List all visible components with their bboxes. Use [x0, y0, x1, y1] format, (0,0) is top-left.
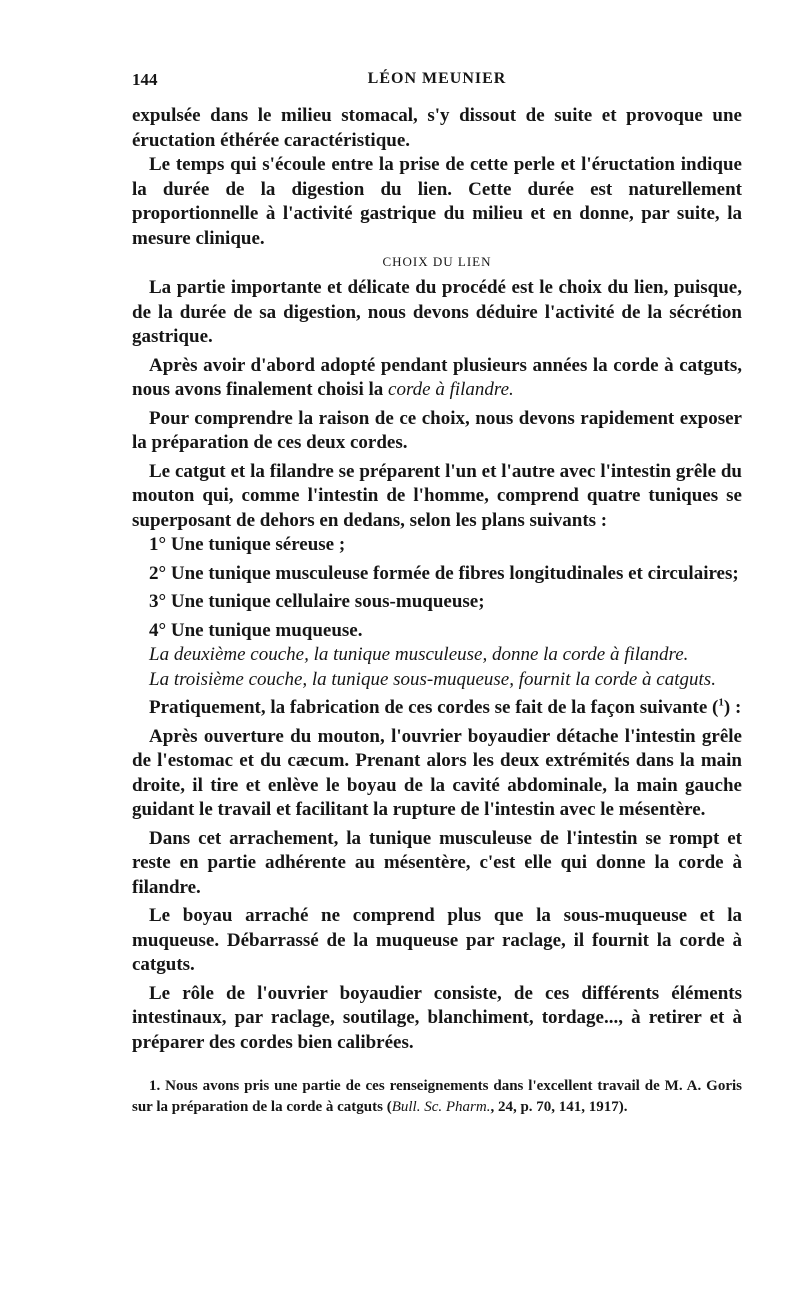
paragraph: Le temps qui s'écoule entre la prise de cette perle et l'éructation indique la durée de la digestion du lien. Cette durée est naturellement proportionnelle à l'activité gastrique du milieu et en donne, par suite, la mesure clinique.	[132, 154, 742, 249]
paragraph: Le catgut et la filandre se préparent l'un et l'autre avec l'intestin grêle du mouton qui, comme l'intestin de l'homme, comprend quatre tuniques se superposant de dehors en dedans, selon les plans suivants :	[132, 460, 742, 531]
footnote	[132, 1076, 742, 1118]
paragraph: Le boyau arraché ne comprend plus que la sous-muqueuse et la muqueuse. Débarrassé de la muqueuse par raclage, il fournit la corde à catguts.	[132, 905, 742, 975]
paragraph: Le rôle de l'ouvrier boyaudier consiste, de ces différents éléments intestinaux, par raclage, soutilage, blanchiment, tordage..., à retirer et à préparer des cordes bien calibrées.	[132, 982, 742, 1053]
page-number: 144	[132, 70, 158, 89]
emphasis-text: corde à filandre.	[388, 379, 514, 400]
paragraph: La partie importante et délicate du procédé est le choix du lien, puisque, de la durée de sa digestion, nous devons déduire l'activité de la sécrétion gastrique.	[132, 277, 742, 347]
footnote-part: , 24, p. 70, 141, 1917).	[490, 1099, 628, 1115]
italic-paragraph: La deuxième couche, la tunique musculeuse, donne la corde à filandre.	[149, 644, 689, 665]
paragraph	[132, 696, 742, 721]
paragraph-text: Pratiquement, la fabrication de ces cordes se fait de la façon suivante (	[149, 697, 719, 718]
footnote-ref: 1	[718, 696, 724, 709]
paragraph	[132, 354, 742, 403]
list-item: 4° Une tunique muqueuse.	[149, 619, 363, 641]
footnote-text	[132, 1076, 742, 1118]
paragraph: Après ouverture du mouton, l'ouvrier boyaudier détache l'intestin grêle de l'estomac et du cæcum. Prenant alors les deux extrémités dans la main droite, il tire et enlève le boyau de la cavité abdominale, la main gauche guidant le travail et facilitant la rupture de l'intestin avec le mésentère.	[132, 725, 742, 820]
paragraph-text: Après avoir d'abord adopté pendant plusieurs années la corde à catguts, nous avons finalement choisi la	[132, 354, 742, 400]
journal-title: Bull. Sc. Pharm.	[391, 1099, 491, 1115]
paragraph: Pour comprendre la raison de ce choix, nous devons rapidement exposer la préparation de ces deux cordes.	[132, 407, 742, 453]
running-title: LÉON MEUNIER	[367, 70, 507, 87]
list-item: 1° Une tunique séreuse ;	[149, 534, 346, 555]
section-title: CHOIX DU LIEN	[382, 254, 492, 269]
footnote-part: 1. Nous avons pris une partie de ces renseignements dans l'excellent travail de M. A. Goris sur la préparation de la corde à catguts (	[132, 1078, 742, 1115]
page-header	[132, 70, 742, 92]
list-item: 3° Une tunique cellulaire sous-muqueuse;	[149, 591, 485, 612]
paragraph: Dans cet arrachement, la tunique musculeuse de l'intestin se rompt et reste en partie adhérente au mésentère, c'est elle qui donne la corde à filandre.	[132, 827, 742, 898]
body-text	[132, 104, 742, 1055]
list-item: 2° Une tunique musculeuse formée de fibres longitudinales et circulaires;	[149, 562, 739, 584]
italic-paragraph: La troisième couche, la tunique sous-muqueuse, fournit la corde à catguts.	[149, 668, 716, 690]
paragraph: expulsée dans le milieu stomacal, s'y dissout de suite et provoque une éructation éthérée caractéristique.	[132, 105, 742, 151]
paragraph-text: ) :	[723, 697, 742, 718]
